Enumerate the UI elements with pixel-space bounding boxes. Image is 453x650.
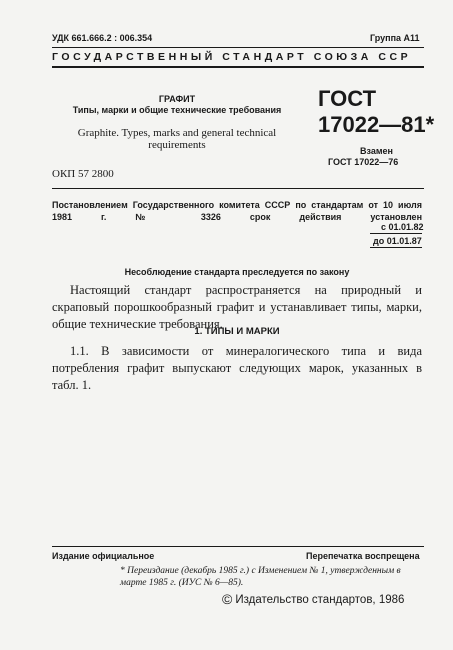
standard-header: ГОСУДАРСТВЕННЫЙ СТАНДАРТ СОЮЗА ССР <box>52 51 412 63</box>
reprint-footnote: * Переиздание (декабрь 1985 г.) с Изменением № 1, утвержденным в марте 1985 г. (ИУС № 6—85). <box>120 566 401 588</box>
footer-rule <box>52 546 424 547</box>
copyright-line <box>222 591 404 607</box>
validity-divider <box>370 233 422 234</box>
okp-code: ОКП 57 2800 <box>52 168 114 180</box>
validity-underline <box>370 247 422 248</box>
english-title: Graphite. Types, marks and general technical requirements <box>77 127 277 151</box>
reprint-label: Перепечатка воспрещена <box>306 551 420 561</box>
document-title: ГРАФИТ <box>158 94 196 104</box>
section-heading: 1. ТИПЫ И МАРКИ <box>194 326 280 337</box>
section-paragraph: 1.1. В зависимости от минералогического типа и вида потребления графит выпускают следующих марок, указанных в табл. 1. <box>52 344 422 392</box>
validity-to: до 01.01.87 <box>373 236 422 246</box>
decree-text: Постановлением Государственного комитета СССР по стандартам от 10 июля 1981 г. № 3326 срок действия установлен <box>52 200 422 222</box>
header-top-rule <box>52 47 424 48</box>
validity-from: с 01.01.82 <box>381 222 424 232</box>
gost-label: ГОСТ <box>318 86 377 111</box>
replaces-label: Взамен <box>360 146 393 156</box>
header-bottom-rule <box>52 66 424 68</box>
replaces-value: ГОСТ 17022—76 <box>328 157 399 167</box>
copyright-symbol: © <box>222 591 233 607</box>
copyright-text: Издательство стандартов, 1986 <box>235 594 405 606</box>
edition-label: Издание официальное <box>52 551 155 561</box>
gost-number: 17022—81* <box>318 112 435 137</box>
document-subtitle: Типы, марки и общие технические требования <box>72 105 282 115</box>
group-code: Группа А11 <box>370 33 420 43</box>
udk-code: УДК 661.666.2 : 006.354 <box>52 33 153 43</box>
intro-paragraph: Настоящий стандарт распространяется на природный и скраповый порошкообразный графит и устанавливает типы, марки, общие технические требования. <box>52 283 422 331</box>
section-divider <box>52 188 424 189</box>
legal-notice: Несоблюдение стандарта преследуется по закону <box>124 267 350 277</box>
